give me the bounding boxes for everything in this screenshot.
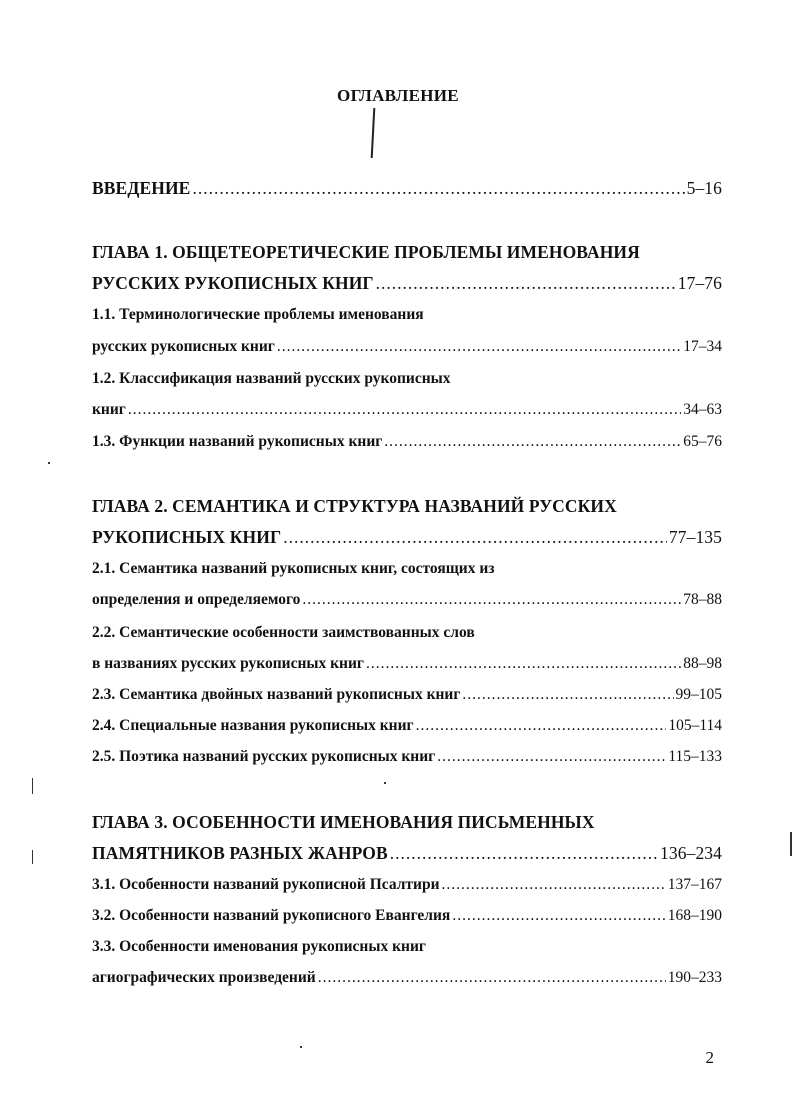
scan-speck bbox=[32, 850, 33, 864]
toc-label: 3.2. Особенности названий рукописного Евангелия bbox=[92, 907, 451, 924]
toc-pages: 136–234 bbox=[660, 843, 722, 863]
dot-leader bbox=[462, 686, 673, 704]
section-1-1-cont[interactable] bbox=[92, 338, 722, 364]
scan-speck bbox=[32, 778, 33, 794]
chapter-2-heading-cont[interactable] bbox=[92, 527, 722, 553]
toc-label: 2.5. Поэтика названий русских рукописных книг bbox=[92, 748, 436, 765]
toc-pages: 77–135 bbox=[668, 527, 722, 547]
toc-label: агиографических произведений bbox=[92, 969, 316, 986]
toc-label: РУКОПИСНЫХ КНИГ bbox=[92, 527, 282, 547]
toc-label: РУССКИХ РУКОПИСНЫХ КНИГ bbox=[92, 273, 374, 293]
toc-label: 3.1. Особенности названий рукописной Псалтири bbox=[92, 876, 440, 893]
toc-label: русских рукописных книг bbox=[92, 338, 275, 355]
dot-leader bbox=[437, 748, 666, 766]
dot-leader bbox=[283, 527, 667, 548]
toc-pages: 34–63 bbox=[683, 401, 722, 418]
toc-pages: 99–105 bbox=[675, 686, 722, 703]
dot-leader bbox=[277, 338, 681, 356]
page-title: ОГЛАВЛЕНИЕ bbox=[337, 86, 459, 105]
section-2-3[interactable] bbox=[92, 686, 722, 712]
section-1-2[interactable] bbox=[92, 370, 722, 396]
section-3-2[interactable] bbox=[92, 907, 722, 933]
toc-pages: 5–16 bbox=[686, 178, 722, 198]
dot-leader bbox=[376, 273, 676, 294]
section-2-5[interactable] bbox=[92, 748, 722, 774]
toc-label: книг bbox=[92, 401, 126, 418]
toc-pages: 17–34 bbox=[683, 338, 722, 355]
toc-label: 2.2. Семантические особенности заимствованных слов bbox=[92, 624, 475, 641]
section-2-2-cont[interactable] bbox=[92, 655, 722, 681]
toc-label: в названиях русских рукописных книг bbox=[92, 655, 364, 672]
section-3-1[interactable] bbox=[92, 876, 722, 902]
text-cursor-mark bbox=[371, 108, 376, 158]
scan-speck bbox=[384, 782, 386, 784]
dot-leader bbox=[452, 907, 665, 925]
page-number: 2 bbox=[705, 1048, 714, 1067]
section-1-2-cont[interactable] bbox=[92, 401, 722, 427]
toc-label: ГЛАВА 3. ОСОБЕННОСТИ ИМЕНОВАНИЯ ПИСЬМЕННЫХ bbox=[92, 812, 595, 832]
toc-label: 3.3. Особенности именования рукописных книг bbox=[92, 938, 426, 955]
scan-speck bbox=[790, 832, 792, 856]
toc-pages: 190–233 bbox=[667, 969, 722, 986]
toc-label: 1.1. Терминологические проблемы именования bbox=[92, 306, 424, 323]
toc-label: 2.3. Семантика двойных названий рукописных книг bbox=[92, 686, 461, 703]
toc-pages: 105–114 bbox=[668, 717, 722, 734]
section-1-3[interactable] bbox=[92, 433, 722, 459]
section-2-2[interactable] bbox=[92, 624, 722, 650]
toc-pages: 17–76 bbox=[677, 273, 722, 293]
toc-label: ГЛАВА 2. СЕМАНТИКА И СТРУКТУРА НАЗВАНИЙ РУССКИХ bbox=[92, 496, 617, 516]
toc-pages: 137–167 bbox=[667, 876, 722, 893]
section-2-4[interactable] bbox=[92, 717, 722, 743]
toc-label: 1.2. Классификация названий русских рукописных bbox=[92, 370, 451, 387]
chapter-3-heading[interactable] bbox=[92, 812, 722, 838]
toc-label: ГЛАВА 1. ОБЩЕТЕОРЕТИЧЕСКИЕ ПРОБЛЕМЫ ИМЕНОВАНИЯ bbox=[92, 242, 640, 262]
dot-leader bbox=[128, 401, 681, 419]
toc-label: ВВЕДЕНИЕ bbox=[92, 178, 191, 198]
section-2-1-cont[interactable] bbox=[92, 591, 722, 617]
toc-pages: 65–76 bbox=[683, 433, 722, 450]
toc-pages: 88–98 bbox=[683, 655, 722, 672]
toc-label: 2.1. Семантика названий рукописных книг, состоящих из bbox=[92, 560, 495, 577]
toc-pages: 168–190 bbox=[667, 907, 722, 924]
dot-leader bbox=[366, 655, 681, 673]
dot-leader bbox=[416, 717, 667, 735]
dot-leader bbox=[302, 591, 681, 609]
chapter-1-heading[interactable] bbox=[92, 242, 722, 268]
chapter-3-heading-cont[interactable] bbox=[92, 843, 722, 869]
toc-label: ПАМЯТНИКОВ РАЗНЫХ ЖАНРОВ bbox=[92, 843, 388, 863]
scan-speck bbox=[300, 1046, 302, 1048]
section-3-3[interactable] bbox=[92, 938, 722, 964]
dot-leader bbox=[318, 969, 666, 987]
dot-leader bbox=[390, 843, 658, 864]
section-1-1[interactable] bbox=[92, 306, 722, 332]
chapter-2-heading[interactable] bbox=[92, 496, 722, 522]
dot-leader bbox=[442, 876, 666, 894]
chapter-1-heading-cont[interactable] bbox=[92, 273, 722, 299]
section-3-3-cont[interactable] bbox=[92, 969, 722, 995]
section-2-1[interactable] bbox=[92, 560, 722, 586]
dot-leader bbox=[192, 178, 684, 199]
toc-pages: 78–88 bbox=[683, 591, 722, 608]
toc-label: определения и определяемого bbox=[92, 591, 301, 608]
toc-label: 1.3. Функции названий рукописных книг bbox=[92, 433, 383, 450]
toc-label: 2.4. Специальные названия рукописных книг bbox=[92, 717, 414, 734]
scan-speck bbox=[48, 462, 50, 464]
toc-intro[interactable] bbox=[92, 178, 722, 204]
toc-pages: 115–133 bbox=[668, 748, 722, 765]
dot-leader bbox=[384, 433, 681, 451]
